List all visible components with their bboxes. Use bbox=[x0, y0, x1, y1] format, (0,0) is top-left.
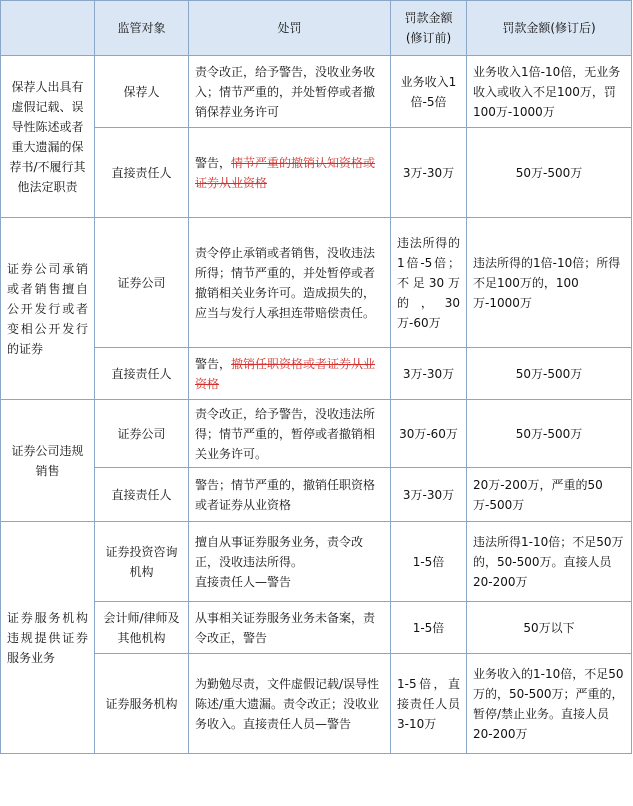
struck-penalty-text: 撤销任职资格或者证券从业资格 bbox=[195, 356, 376, 391]
fine-after-cell: 违法所得1-10倍；不足50万的，50-500万。直接人员20-200万 bbox=[467, 522, 632, 602]
fine-after-cell: 业务收入的1-10倍，不足50万的，50-500万；严重的，暂停/禁止业务。直接人员20-200万 bbox=[467, 654, 632, 754]
table-row bbox=[1, 602, 632, 654]
table-row bbox=[1, 218, 632, 348]
header-fine-before-line2: (修订前) bbox=[405, 31, 452, 45]
penalty-cell bbox=[189, 348, 391, 400]
target-cell: 直接责任人 bbox=[95, 128, 189, 218]
penalty-prefix: 警告， bbox=[195, 155, 232, 170]
fine-before-cell: 30万-60万 bbox=[391, 400, 467, 468]
penalty-cell: 责令改正，给予警告，没收违法所得；情节严重的，暂停或者撤销相关业务许可。 bbox=[189, 400, 391, 468]
table-row bbox=[1, 400, 632, 468]
header-row bbox=[1, 1, 632, 56]
table-row bbox=[1, 654, 632, 754]
fine-after-cell: 50万-500万 bbox=[467, 128, 632, 218]
fine-before-cell: 3万-30万 bbox=[391, 128, 467, 218]
penalty-cell: 警告；情节严重的，撤销任职资格或者证券从业资格 bbox=[189, 468, 391, 522]
fine-before-cell: 1-5倍，直接责任人员3-10万 bbox=[391, 654, 467, 754]
target-cell: 证券投资咨询机构 bbox=[95, 522, 189, 602]
penalty-cell: 为勤勉尽责，文件虚假记载/误导性陈述/重大遗漏。责令改正；没收业务收入。直接责任人员—警告 bbox=[189, 654, 391, 754]
target-cell: 证券公司 bbox=[95, 218, 189, 348]
table-row bbox=[1, 56, 632, 128]
header-target: 监管对象 bbox=[95, 1, 189, 56]
fine-before-cell: 3万-30万 bbox=[391, 468, 467, 522]
header-violation bbox=[1, 1, 95, 56]
fine-after-cell: 50万-500万 bbox=[467, 400, 632, 468]
penalty-prefix: 警告， bbox=[195, 356, 232, 371]
header-fine-before-line1: 罚款金额 bbox=[404, 11, 453, 25]
penalty-cell bbox=[189, 128, 391, 218]
header-penalty: 处罚 bbox=[189, 1, 391, 56]
fine-after-cell: 20万-200万，严重的50万-500万 bbox=[467, 468, 632, 522]
table-row bbox=[1, 128, 632, 218]
fine-before-cell: 1-5倍 bbox=[391, 602, 467, 654]
violation-cell: 证券服务机构违规提供证券服务业务 bbox=[1, 522, 95, 754]
target-cell: 直接责任人 bbox=[95, 348, 189, 400]
header-fine-before bbox=[391, 1, 467, 56]
table-row bbox=[1, 348, 632, 400]
fine-after-cell: 业务收入1倍-10倍，无业务收入或收入不足100万，罚100万-1000万 bbox=[467, 56, 632, 128]
violation-cell: 证券公司违规销售 bbox=[1, 400, 95, 522]
fine-before-cell: 违法所得的1倍-5倍；不足30万的，30万-60万 bbox=[391, 218, 467, 348]
fine-before-cell: 3万-30万 bbox=[391, 348, 467, 400]
fine-after-cell: 50万以下 bbox=[467, 602, 632, 654]
penalty-line-2: 直接责任人—警告 bbox=[195, 574, 292, 589]
table-row bbox=[1, 468, 632, 522]
target-cell: 证券服务机构 bbox=[95, 654, 189, 754]
struck-penalty-text: 情节严重的撤销认知资格或证券从业资格 bbox=[195, 155, 376, 190]
penalty-cell: 责令停止承销或者销售，没收违法所得；情节严重的，并处暂停或者撤销相关业务许可。造成损失的，应当与发行人承担连带赔偿责任。 bbox=[189, 218, 391, 348]
target-cell: 证券公司 bbox=[95, 400, 189, 468]
fine-after-cell: 50万-500万 bbox=[467, 348, 632, 400]
table-row bbox=[1, 522, 632, 602]
fine-before-cell: 业务收入1倍-5倍 bbox=[391, 56, 467, 128]
penalty-cell: 责令改正，给予警告，没收业务收入；情节严重的，并处暂停或者撤销保荐业务许可 bbox=[189, 56, 391, 128]
violation-cell: 保荐人出具有虚假记载、误导性陈述或者重大遗漏的保荐书/不履行其他法定职责 bbox=[1, 56, 95, 218]
target-cell: 直接责任人 bbox=[95, 468, 189, 522]
penalty-line-1: 擅自从事证券服务业务，责令改正，没收违法所得。 bbox=[195, 534, 364, 569]
header-fine-after: 罚款金额(修订后) bbox=[467, 1, 632, 56]
target-cell: 会计师/律师及其他机构 bbox=[95, 602, 189, 654]
penalty-cell bbox=[189, 522, 391, 602]
fine-after-cell: 违法所得的1倍-10倍；所得不足100万的，100万-1000万 bbox=[467, 218, 632, 348]
target-cell: 保荐人 bbox=[95, 56, 189, 128]
fine-before-cell: 1-5倍 bbox=[391, 522, 467, 602]
penalty-cell: 从事相关证券服务业务未备案，责令改正，警告 bbox=[189, 602, 391, 654]
violation-cell: 证券公司承销或者销售擅自公开发行或者变相公开发行的证券 bbox=[1, 218, 95, 400]
